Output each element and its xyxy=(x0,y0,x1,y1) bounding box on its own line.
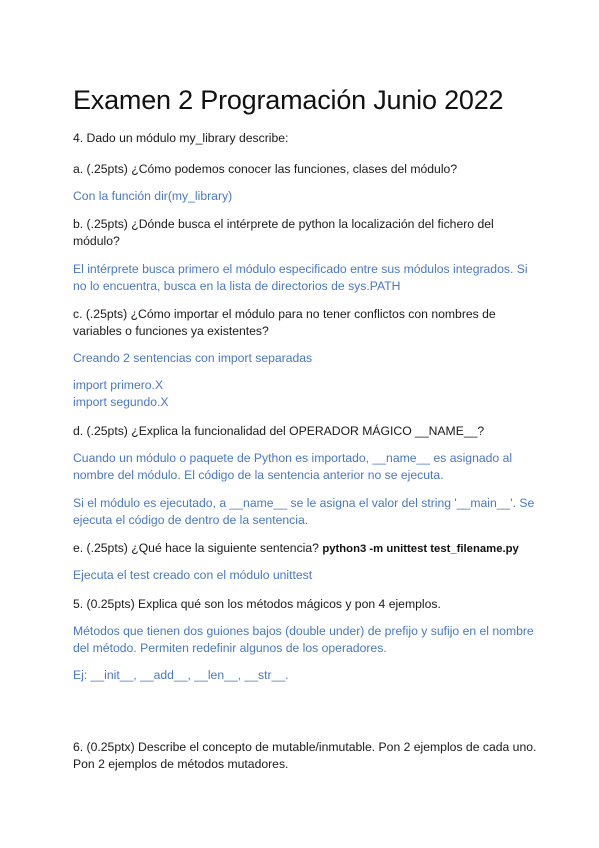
answer-b-block xyxy=(73,261,543,295)
answer-d-2: Si el módulo es ejecutado, a __name__ se le asigna el valor del string '__main__'. Se ejecuta el código de dentro de la sentencia. xyxy=(73,496,535,527)
question-b-block xyxy=(73,216,543,250)
question-5: 5. (0.25pts) Explica qué son los métodos mágicos y pon 4 ejemplos. xyxy=(73,597,441,611)
question-e-block xyxy=(73,540,543,558)
answer-c-intro: Creando 2 sentencias con import separadas xyxy=(73,351,313,365)
answer-d-1: Cuando un módulo o paquete de Python es importado, __name__ es asignado al nombre del módulo. El código de la sentencia anterior no se ejecuta. xyxy=(73,451,513,482)
answer-d1-block xyxy=(73,450,543,484)
intro-block xyxy=(73,130,543,147)
answer-c-import-2: import segundo.X xyxy=(73,395,169,409)
question-e xyxy=(73,540,543,558)
page-title: Examen 2 Programación Junio 2022 xyxy=(73,85,504,115)
answer-e-block xyxy=(73,567,543,584)
question-c-block xyxy=(73,306,543,340)
question-a: a. (.25pts) ¿Cómo podemos conocer las funciones, clases del módulo? xyxy=(73,162,458,176)
answer-5a-block xyxy=(73,623,543,657)
question-e-command: python3 -m unittest test_filename.py xyxy=(322,543,519,555)
answer-5-examples: Ej: __init__, __add__, __len__, __str__. xyxy=(73,668,289,682)
section-4-intro: 4. Dado un módulo my_library describe: xyxy=(73,131,289,145)
question-5-block xyxy=(73,596,543,613)
answer-5-description: Métodos que tienen dos guiones bajos (double under) de prefijo y sufijo en el nombre del método. Permiten redefinir algunos de los operadores. xyxy=(73,624,534,655)
answer-c2-block xyxy=(73,377,543,411)
question-e-text: e. (.25pts) ¿Qué hace la siguiente sentencia? xyxy=(73,541,323,555)
answer-a-block xyxy=(73,188,543,205)
question-d: d. (.25pts) ¿Explica la funcionalidad del OPERADOR MÁGICO __NAME__? xyxy=(73,424,485,438)
question-6-block xyxy=(73,739,543,773)
answer-c-import-1: import primero.X xyxy=(73,378,164,392)
question-d-block xyxy=(73,423,543,440)
question-c: c. (.25pts) ¿Cómo importar el módulo para no tener conflictos con nombres de variables o funciones ya existentes? xyxy=(73,307,496,338)
answer-c1-block xyxy=(73,350,543,367)
answer-b: El intérprete busca primero el módulo especificado entre sus módulos integrados. Si no lo encuentra, busca en la lista de directorios de sys.PATH xyxy=(73,262,528,293)
answer-a: Con la función dir(my_library) xyxy=(73,189,233,203)
answer-5b-block xyxy=(73,667,543,684)
page-title-block xyxy=(73,84,543,134)
answer-d2-block xyxy=(73,495,543,529)
question-a-block xyxy=(73,161,543,178)
question-6: 6. (0.25ptx) Describe el concepto de mutable/inmutable. Pon 2 ejemplos de cada uno. Pon 2 ejemplos de métodos mutadores. xyxy=(73,740,537,771)
answer-e: Ejecuta el test creado con el módulo unittest xyxy=(73,568,313,582)
question-b: b. (.25pts) ¿Dónde busca el intérprete de python la localización del fichero del módulo? xyxy=(73,217,494,248)
